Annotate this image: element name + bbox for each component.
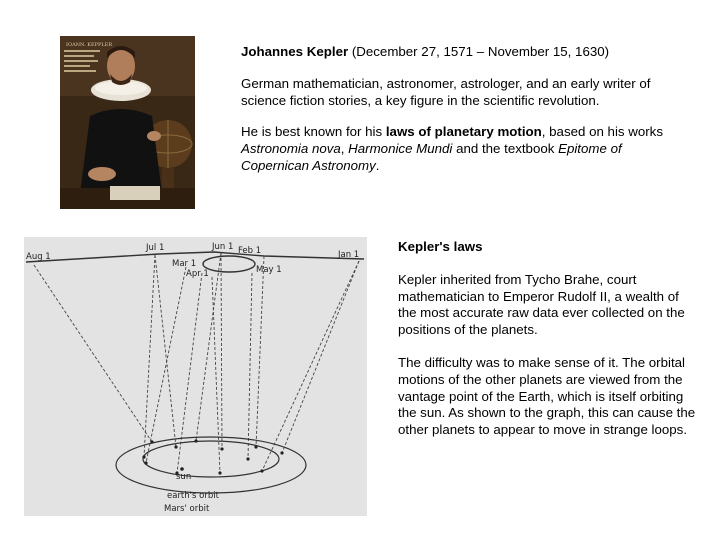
keplers-laws-section (398, 239, 698, 455)
sun-marker (180, 467, 184, 471)
laws-paragraph-1: Kepler inherited from Tycho Brahe, court mathematician to Emperor Rudolf II, a wealth of the most accurate raw data ever collected on the positions of the planets. (398, 271, 685, 338)
known-end: . (375, 157, 380, 173)
label-aug1: Aug 1 (26, 252, 51, 262)
mars-orbit (116, 437, 306, 493)
kepler-portrait (60, 36, 195, 209)
portrait-illustration (60, 36, 195, 209)
known-and: and the textbook (452, 141, 559, 157)
kepler-dates: (December 27, 1571 – November 15, 1630) (348, 44, 610, 59)
known-sep: , (340, 141, 349, 157)
biography (241, 44, 681, 190)
retrograde-loop (203, 256, 255, 272)
known-mid: , based on his works (541, 124, 663, 140)
label-jul1: Jul 1 (146, 243, 165, 253)
kepler-name: Johannes Kepler (241, 44, 349, 59)
laws-of-planetary-motion: laws of planetary motion (385, 124, 542, 140)
label-mars-orbit: Mars' orbit (164, 504, 210, 514)
label-apr1: Apr 1 (186, 269, 209, 279)
earth-orbit (143, 441, 279, 477)
label-mar1: Mar 1 (172, 259, 197, 269)
label-earths-orbit: earth's orbit (167, 491, 219, 501)
label-sun: sun (176, 472, 192, 482)
portrait-inscription: IOANN. KEPPLER (66, 42, 113, 48)
bio-known-for (241, 124, 681, 174)
label-jun1: Jun 1 (212, 242, 234, 252)
laws-paragraph-2: The difficulty was to make sense of it. The orbital motions of the other planets are viewed from the vantage point of the Earth, which is itself orbiting the sun. As shown to the graph, this can cause the other planets to appear to move in strange loops. (398, 354, 696, 438)
work-astronomia-nova: Astronomia nova (241, 141, 341, 157)
work-epitome: Epitome of Copernican Astronomy (241, 141, 622, 173)
bio-heading (241, 44, 681, 61)
bio-description: German mathematician, astronomer, astrologer, and an early writer of science fiction stories, a key figure in the scientific revolution. (241, 75, 651, 108)
label-may1: May 1 (256, 265, 282, 275)
work-harmonice-mundi: Harmonice Mundi (348, 141, 453, 157)
laws-title: Kepler's laws (398, 239, 483, 254)
label-jan1: Jan 1 (338, 250, 360, 260)
orbit-diagram-svg (24, 237, 367, 516)
orbit-points (142, 439, 283, 474)
known-prefix: He is best known for his (241, 124, 386, 140)
label-feb1: Feb 1 (238, 246, 262, 256)
mars-retrograde-diagram (24, 237, 367, 516)
